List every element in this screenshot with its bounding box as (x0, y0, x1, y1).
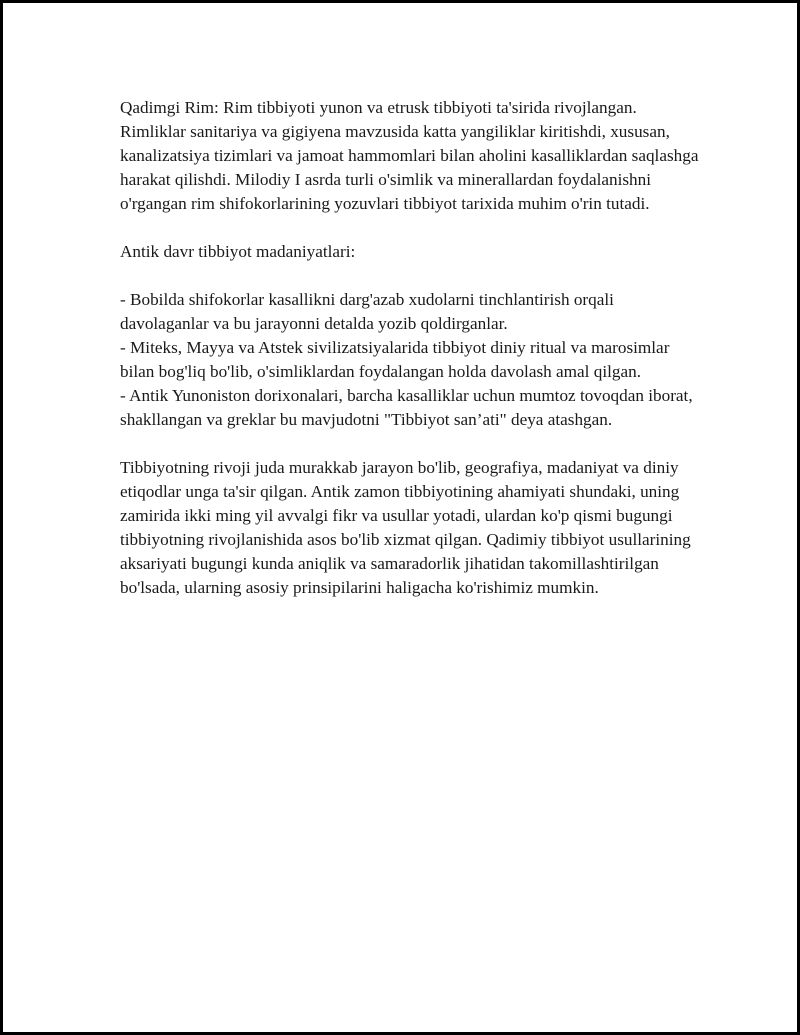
paragraph-conclusion: Tibbiyotning rivoji juda murakkab jarayon bo'lib, geografiya, madaniyat va diniy etiqodlar unga ta'sir qilgan. Antik zamon tibbiyotining ahamiyati shundaki, uning zamirida ikki ming yil avvalgi fikr va usullar yotadi, ulardan ko'p qismi bugungi tibbiyotning rivojlanishida asos bo'lib xizmat qilgan. Qadimiy tibbiyot usullarining aksariyati bugungi kunda aniqlik va samaradorlik jihatidan takomillashtirilgan bo'lsada, ularning asosiy prinsipilarini haligacha ko'rishimiz mumkin. (120, 458, 691, 597)
list-item-mesoamerica: - Miteks, Mayya va Atstek sivilizatsiyalarida tibbiyot diniy ritual va marosimlar bilan bog'liq bo'lib, o'simliklardan foydalangan holda davolash amal qilgan. (120, 338, 670, 381)
paragraph-spacer (120, 264, 700, 288)
list-item-babylon: - Bobilda shifokorlar kasallikni darg'azab xudolarni tinchlantirish orqali davolaganlar va bu jarayonni detalda yozib qoldirganlar. (120, 290, 614, 333)
paragraph-spacer (120, 216, 700, 240)
paragraph-ancient-rome: Qadimgi Rim: Rim tibbiyoti yunon va etrusk tibbiyoti ta'sirida rivojlangan. Rimliklar sanitariya va gigiyena mavzusida katta yangiliklar kiritishdi, xususan, kanalizatsiya tizimlari va jamoat hammomlari bilan aholini kasalliklardan saqlashga harakat qilishdi. Milodiy I asrda turli o'simlik va minerallardan foydalanishni o'rgangan rim shifokorlarining yozuvlari tibbiyot tarixida muhim o'rin tutadi. (120, 98, 699, 213)
document-body (120, 96, 700, 600)
section-heading-medical-cultures: Antik davr tibbiyot madaniyatlari: (120, 242, 356, 261)
list-item-ancient-greece: - Antik Yunoniston dorixonalari, barcha kasalliklar uchun mumtoz tovoqdan iborat, shakllangan va greklar bu mavjudotni "Tibbiyot san’ati" deya atashgan. (120, 386, 693, 429)
paragraph-spacer (120, 432, 700, 456)
